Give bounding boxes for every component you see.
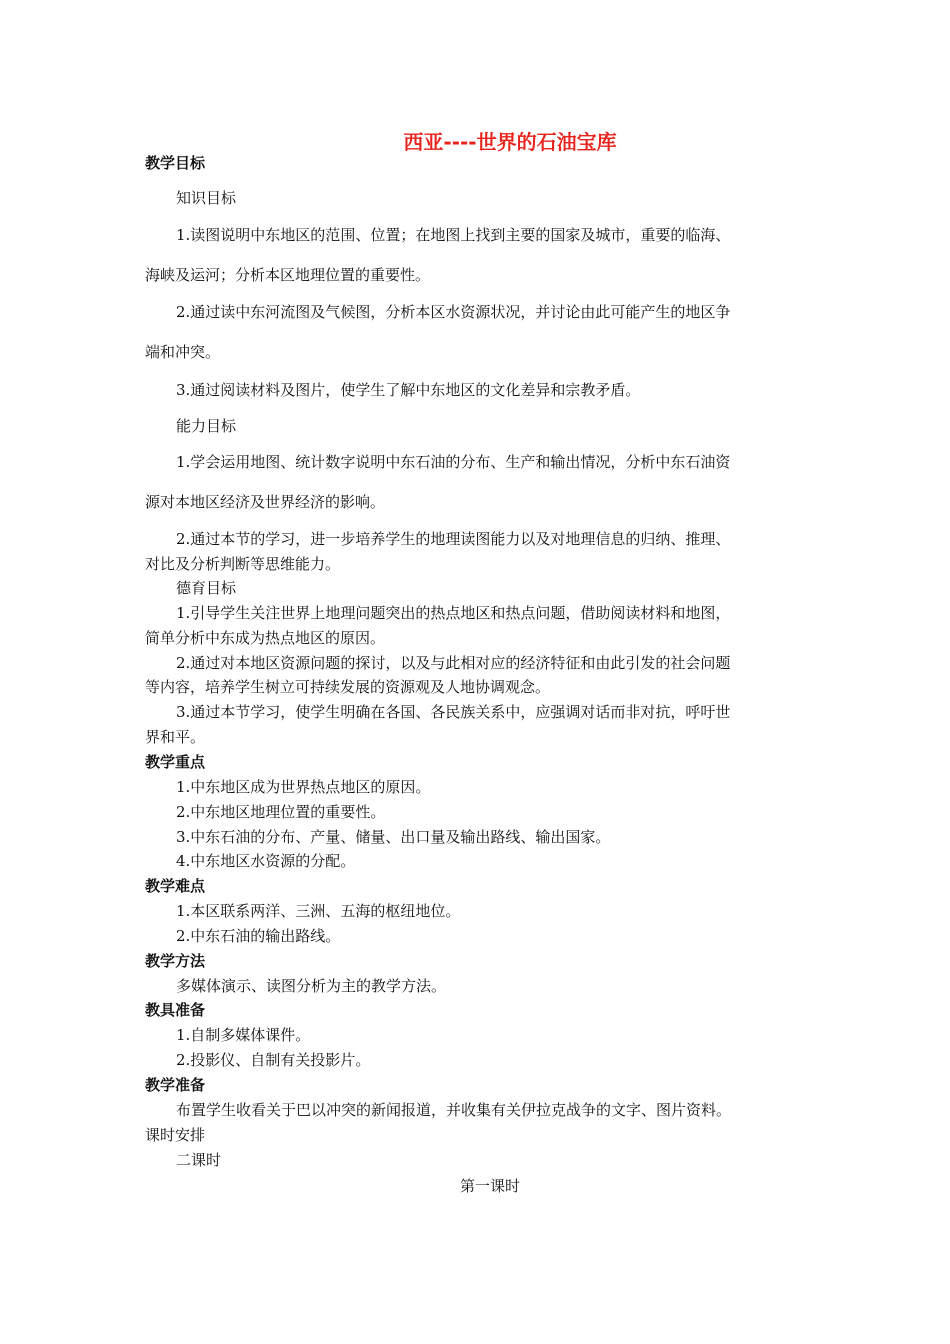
text-line: 界和平。 [145,728,206,746]
text-line: 多媒体演示、读图分析为主的教学方法。 [176,977,447,995]
text-line: 二课时 [176,1151,222,1169]
text-line: 3.通过本节学习，使学生明确在各国、各民族关系中，应强调对话而非对抗，呼吁世 [176,703,731,721]
section-heading: 教学方法 [145,952,206,970]
text-line: 2.通过本节的学习，进一步培养学生的地理读图能力以及对地理信息的归纳、推理、 [176,530,731,548]
text-line: 能力目标 [176,417,237,435]
section-heading: 教学难点 [145,877,206,895]
text-line: 3.中东石油的分布、产量、储量、出口量及输出路线、输出国家。 [176,828,611,846]
section-heading: 教学目标 [145,154,206,172]
text-line: 1.中东地区成为世界热点地区的原因。 [176,778,431,796]
text-line: 对比及分析判断等思维能力。 [145,555,341,573]
text-line: 1.本区联系两洋、三洲、五海的枢纽地位。 [176,902,461,920]
text-line: 简单分析中东成为热点地区的原因。 [145,629,386,647]
text-line: 德育目标 [176,579,237,597]
text-line: 海峡及运河；分析本区地理位置的重要性。 [145,266,431,284]
section-heading: 教学准备 [145,1076,206,1094]
section-heading: 教学重点 [145,753,206,771]
text-line: 2.通过对本地区资源问题的探讨，以及与此相对应的经济特征和由此引发的社会问题 [176,654,731,672]
text-line: 1.引导学生关注世界上地理问题突出的热点地区和热点问题，借助阅读材料和地图， [176,604,731,622]
document-title: 西亚----世界的石油宝库 [403,130,617,154]
text-line: 3.通过阅读材料及图片，使学生了解中东地区的文化差异和宗教矛盾。 [176,381,641,399]
text-line: 1.自制多媒体课件。 [176,1026,311,1044]
text-line: 2.中东地区地理位置的重要性。 [176,803,386,821]
text-line: 1.读图说明中东地区的范围、位置；在地图上找到主要的国家及城市，重要的临海、 [176,226,731,244]
text-line: 4.中东地区水资源的分配。 [176,852,356,870]
text-line: 布置学生收看关于巴以冲突的新闻报道，并收集有关伊拉克战争的文字、图片资料。 [176,1101,732,1119]
text-line: 2.通过读中东河流图及气候图，分析本区水资源状况，并讨论由此可能产生的地区争 [176,303,731,321]
section-heading: 教具准备 [145,1001,206,1019]
text-line: 源对本地区经济及世界经济的影响。 [145,493,386,511]
text-line: 端和冲突。 [145,343,221,361]
text-line: 知识目标 [176,189,237,207]
text-line: 课时安排 [145,1126,206,1144]
text-line: 第一课时 [459,1177,520,1195]
text-line: 2.投影仪、自制有关投影片。 [176,1051,371,1069]
text-line: 等内容，培养学生树立可持续发展的资源观及人地协调观念。 [145,678,551,696]
text-line: 2.中东石油的输出路线。 [176,927,341,945]
text-line: 1.学会运用地图、统计数字说明中东石油的分布、生产和输出情况，分析中东石油资 [176,453,731,471]
